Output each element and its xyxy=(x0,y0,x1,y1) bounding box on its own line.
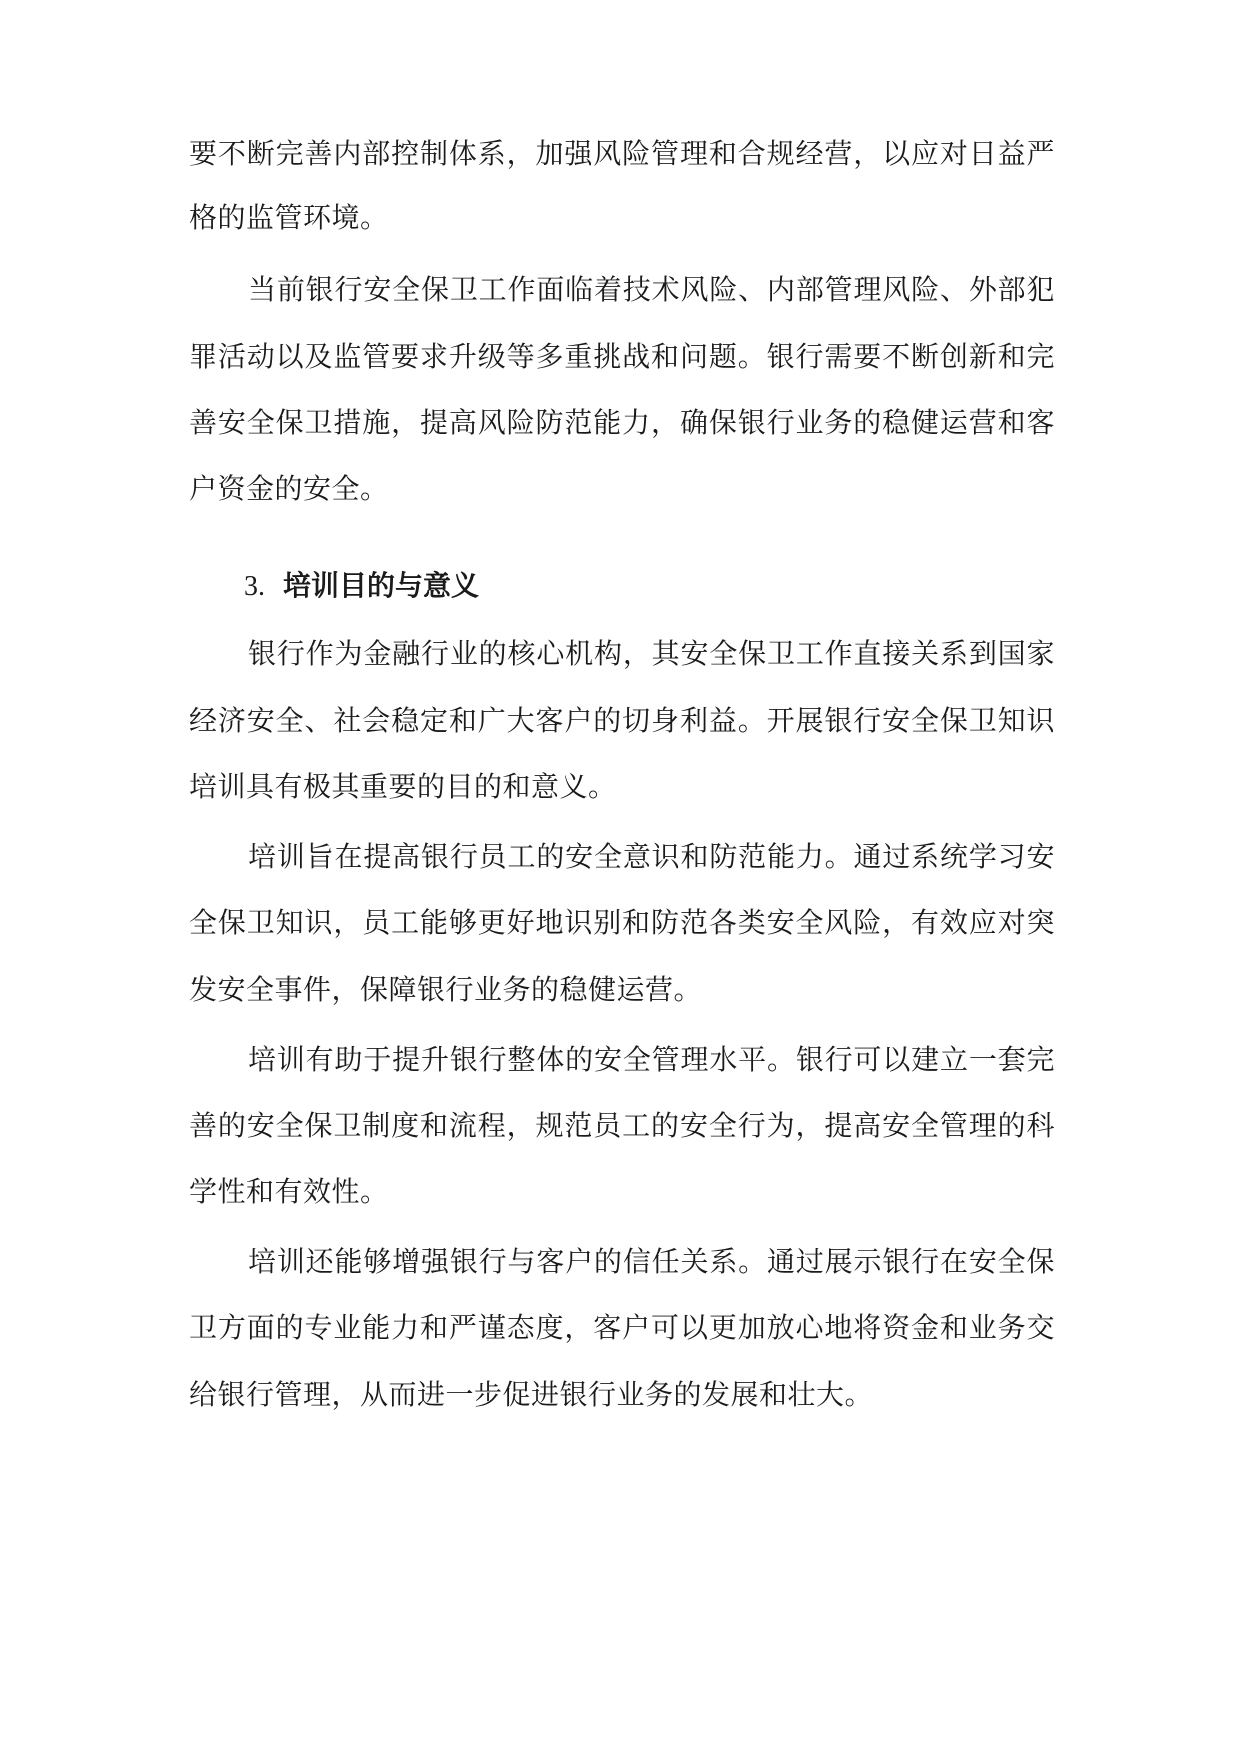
paragraph-line: 学性和有效性。 xyxy=(189,1175,389,1208)
paragraph-line: 发安全事件，保障银行业务的稳健运营。 xyxy=(189,973,703,1006)
paragraph-line: 善安全保卫措施，提高风险防范能力，确保银行业务的稳健运营和客 xyxy=(189,406,1055,439)
paragraph-line: 户资金的安全。 xyxy=(189,472,389,505)
paragraph-line: 银行作为金融行业的核心机构，其安全保卫工作直接关系到国家 xyxy=(248,637,1055,670)
paragraph-line: 经济安全、社会稳定和广大客户的切身利益。开展银行安全保卫知识 xyxy=(189,704,1055,737)
paragraph-line: 卫方面的专业能力和严谨态度，客户可以更加放心地将资金和业务交 xyxy=(189,1311,1055,1344)
paragraph-line: 培训具有极其重要的目的和意义。 xyxy=(189,770,617,803)
section-heading xyxy=(244,566,479,606)
paragraph-line: 全保卫知识，员工能够更好地识别和防范各类安全风险，有效应对突 xyxy=(189,906,1055,939)
section-title: 培训目的与意义 xyxy=(283,569,480,602)
paragraph-line: 罪活动以及监管要求升级等多重挑战和问题。银行需要不断创新和完 xyxy=(189,340,1055,373)
paragraph-line: 培训旨在提高银行员工的安全意识和防范能力。通过系统学习安 xyxy=(248,840,1055,873)
paragraph-line: 给银行管理，从而进一步促进银行业务的发展和壮大。 xyxy=(189,1378,874,1411)
paragraph-line: 善的安全保卫制度和流程，规范员工的安全行为，提高安全管理的科 xyxy=(189,1109,1055,1142)
paragraph-line: 要不断完善内部控制体系，加强风险管理和合规经营，以应对日益严 xyxy=(189,137,1055,170)
paragraph-line: 培训还能够增强银行与客户的信任关系。通过展示银行在安全保 xyxy=(248,1245,1055,1278)
paragraph-line: 当前银行安全保卫工作面临着技术风险、内部管理风险、外部犯 xyxy=(248,273,1055,306)
paragraph-line: 培训有助于提升银行整体的安全管理水平。银行可以建立一套完 xyxy=(248,1043,1055,1076)
section-number: 3. xyxy=(244,571,265,602)
paragraph-line: 格的监管环境。 xyxy=(189,201,389,234)
